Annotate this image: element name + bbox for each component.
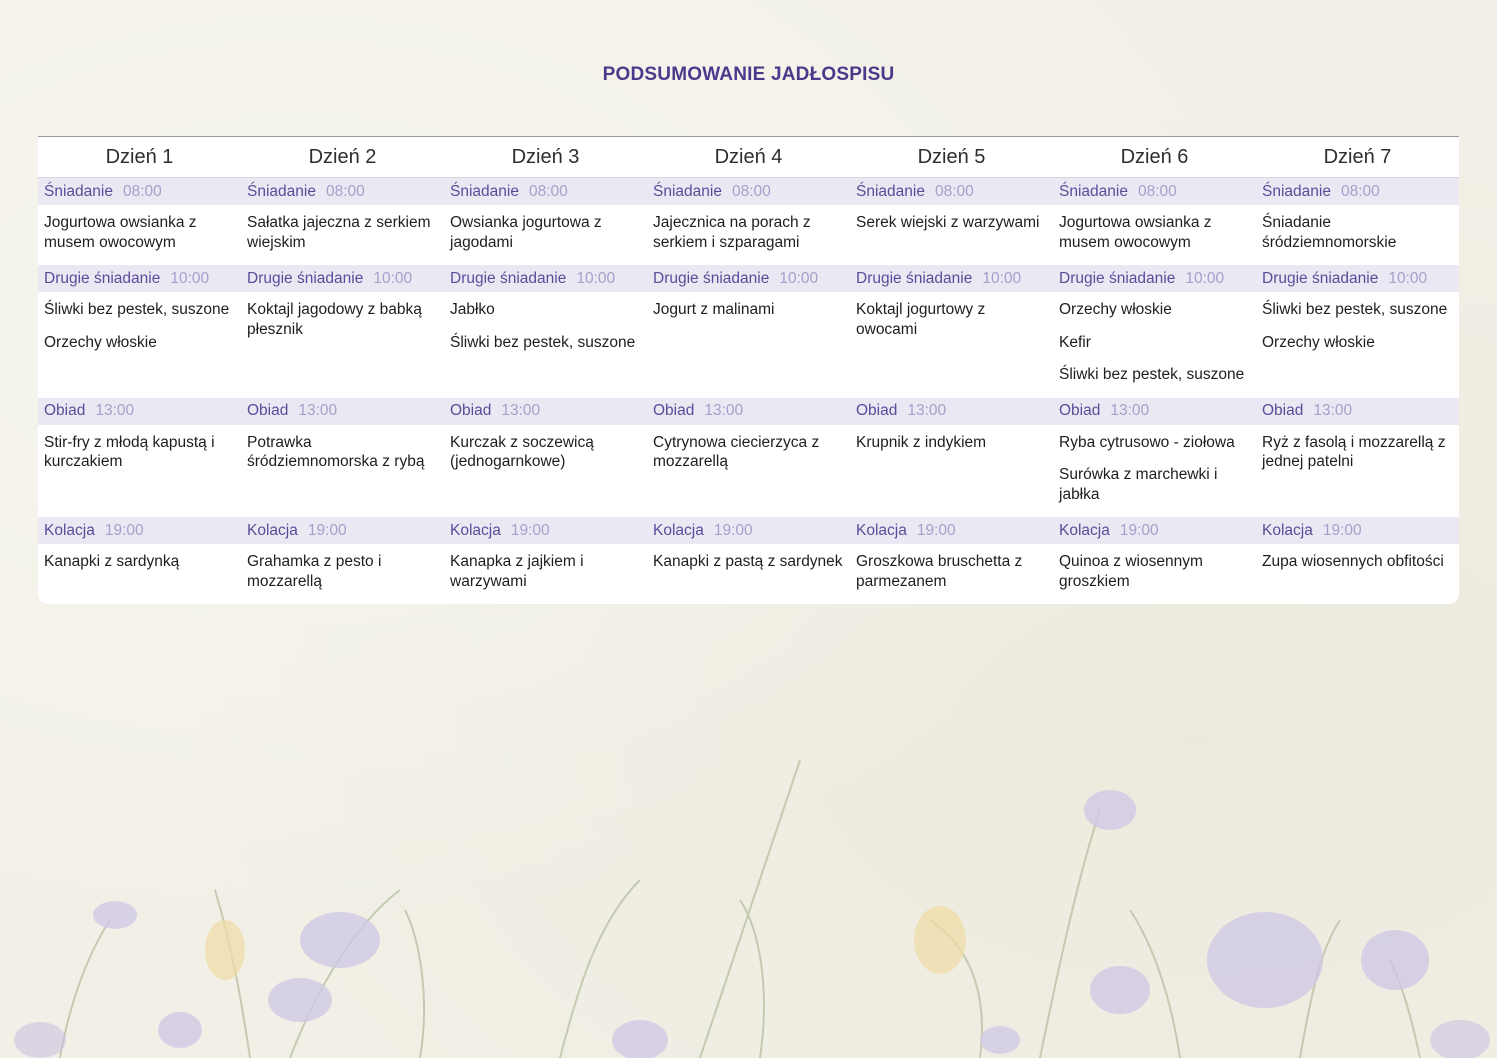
- dish-item: Quinoa z wiosennym groszkiem: [1059, 553, 1203, 590]
- meal-label: Obiad: [247, 402, 289, 419]
- day-header: Dzień 5: [917, 145, 986, 168]
- dish-item: Śliwki bez pestek, suszone: [44, 301, 230, 318]
- day-header-row: [38, 137, 1459, 178]
- meal-label: Obiad: [44, 402, 86, 419]
- meal-header: [850, 178, 1053, 205]
- meal-cell: [850, 425, 1053, 518]
- meal-header: [241, 398, 444, 425]
- meal-cell: [444, 292, 647, 398]
- meal-cell: [647, 292, 850, 398]
- meal-cell: [241, 544, 444, 604]
- meal-header: [1053, 398, 1256, 425]
- meal-label: Obiad: [1059, 402, 1101, 419]
- meal-label: Śniadanie: [653, 182, 722, 200]
- meal-cell: [444, 425, 647, 518]
- meal-items-row: [38, 292, 1459, 398]
- meal-label: Śniadanie: [1262, 182, 1331, 200]
- meal-header-row: [38, 398, 1459, 425]
- menu-table: [38, 136, 1459, 604]
- meal-time: 19:00: [713, 521, 753, 539]
- meal-header: [38, 517, 241, 544]
- dish-item: Kanapki z pastą z sardynek: [653, 553, 843, 570]
- meal-header: [444, 178, 647, 205]
- meal-label: Drugie śniadanie: [44, 269, 161, 287]
- meal-label: Kolacja: [1262, 521, 1313, 539]
- meal-time: 08:00: [122, 182, 162, 200]
- meal-time: 08:00: [934, 182, 974, 200]
- day-header: Dzień 4: [714, 145, 783, 168]
- meal-label: Obiad: [1262, 402, 1304, 419]
- dish-item: Jabłko: [450, 301, 495, 318]
- dish-item: Śliwki bez pestek, suszone: [1262, 301, 1448, 318]
- meal-header: [1256, 517, 1459, 544]
- meal-cell: [1256, 292, 1459, 398]
- meal-header: [38, 265, 241, 292]
- dish-item: Groszkowa bruschetta z parmezanem: [856, 553, 1023, 590]
- meal-header: [241, 178, 444, 205]
- meals-body: [38, 178, 1459, 604]
- meal-cell: [444, 544, 647, 604]
- dish-item: Śniadanie śródziemnomorskie: [1262, 214, 1397, 251]
- meal-label: Kolacja: [1059, 521, 1110, 539]
- meal-time: 19:00: [307, 521, 347, 539]
- dish-item: Serek wiejski z warzywami: [856, 214, 1040, 231]
- meal-header: [38, 398, 241, 425]
- meal-time: 10:00: [373, 269, 413, 287]
- day-header: Dzień 6: [1120, 145, 1189, 168]
- meal-time: 19:00: [510, 521, 550, 539]
- meal-label: Drugie śniadanie: [247, 269, 364, 287]
- meal-header: [444, 265, 647, 292]
- meal-label: Kolacja: [450, 521, 501, 539]
- meal-header-row: [38, 265, 1459, 292]
- meal-header: [241, 517, 444, 544]
- meal-header-row: [38, 178, 1459, 205]
- meal-time: 08:00: [1137, 182, 1177, 200]
- dish-item: Stir-fry z młodą kapustą i kurczakiem: [44, 433, 215, 470]
- meal-cell: [38, 205, 241, 265]
- meal-time: 19:00: [916, 521, 956, 539]
- dish-item: Cytrynowa ciecierzyca z mozzarellą: [653, 433, 820, 470]
- meal-label: Śniadanie: [247, 182, 316, 200]
- dish-item: Potrawka śródziemnomorska z rybą: [247, 433, 425, 470]
- dish-item: Kefir: [1059, 333, 1091, 351]
- meal-time: 13:00: [907, 402, 947, 419]
- meal-label: Drugie śniadanie: [653, 269, 770, 287]
- wildflowers-illustration: [0, 740, 1497, 1058]
- dish-item: Jogurt z malinami: [653, 301, 775, 318]
- meal-header: [850, 517, 1053, 544]
- meal-label: Obiad: [450, 402, 492, 419]
- meal-time: 13:00: [704, 402, 744, 419]
- day-header: Dzień 2: [308, 145, 377, 168]
- dish-item: Sałatka jajeczna z serkiem wiejskim: [247, 214, 431, 251]
- meal-label: Śniadanie: [44, 182, 113, 200]
- dish-item: Grahamka z pesto i mozzarellą: [247, 553, 382, 590]
- meal-header: [241, 265, 444, 292]
- dish-item: Kanapka z jajkiem i warzywami: [450, 553, 584, 590]
- dish-item: Koktajl jagodowy z babką płesznik: [247, 301, 422, 338]
- meal-header: [1053, 178, 1256, 205]
- meal-header: [1256, 265, 1459, 292]
- meal-header: [850, 265, 1053, 292]
- dish-item: Krupnik z indykiem: [856, 433, 987, 451]
- meal-header: [38, 178, 241, 205]
- meal-cell: [647, 425, 850, 518]
- meal-time: 08:00: [528, 182, 568, 200]
- dish-item: Owsianka jogurtowa z jagodami: [450, 214, 602, 251]
- meal-header: [647, 517, 850, 544]
- meal-time: 13:00: [1110, 402, 1150, 419]
- meal-header: [1053, 265, 1256, 292]
- meal-time: 19:00: [104, 521, 144, 539]
- dish-item: Orzechy włoskie: [1059, 301, 1172, 318]
- dish-item: Jogurtowa owsianka z musem owocowym: [1059, 214, 1212, 251]
- meal-label: Śniadanie: [856, 182, 925, 200]
- meal-cell: [850, 205, 1053, 265]
- meal-time: 10:00: [1388, 269, 1428, 287]
- meal-time: 08:00: [731, 182, 771, 200]
- meal-time: 10:00: [170, 269, 210, 287]
- page-title: PODSUMOWANIE JADŁOSPISU: [602, 64, 895, 85]
- dish-item: Ryż z fasolą i mozzarellą z jednej patelni: [1262, 433, 1446, 470]
- meal-cell: [1053, 292, 1256, 398]
- dish-item: Zupa wiosennych obfitości: [1262, 553, 1444, 570]
- meal-time: 10:00: [982, 269, 1022, 287]
- meal-time: 10:00: [1185, 269, 1225, 287]
- meal-header: [444, 517, 647, 544]
- dish-item: Orzechy włoskie: [44, 333, 157, 351]
- meal-header: [1053, 517, 1256, 544]
- dish-item: Koktajl jogurtowy z owocami: [856, 301, 986, 338]
- day-header: Dzień 7: [1323, 145, 1392, 168]
- dish-item: Kurczak z soczewicą (jednogarnkowe): [450, 433, 594, 470]
- meal-cell: [444, 205, 647, 265]
- meal-label: Śniadanie: [450, 182, 519, 200]
- meal-cell: [1053, 205, 1256, 265]
- meal-cell: [241, 425, 444, 518]
- meal-label: Drugie śniadanie: [856, 269, 973, 287]
- meal-header-row: [38, 517, 1459, 544]
- day-header: Dzień 3: [511, 145, 580, 168]
- day-header: Dzień 1: [105, 145, 174, 168]
- meal-items-row: [38, 425, 1459, 518]
- meal-label: Drugie śniadanie: [1059, 269, 1176, 287]
- meal-label: Obiad: [653, 402, 695, 419]
- dish-item: Śliwki bez pestek, suszone: [1059, 366, 1245, 383]
- meal-label: Śniadanie: [1059, 182, 1128, 200]
- dish-item: Śliwki bez pestek, suszone: [450, 333, 636, 351]
- meal-time: 19:00: [1119, 521, 1159, 539]
- meal-time: 13:00: [95, 402, 135, 419]
- meal-cell: [1053, 544, 1256, 604]
- meal-cell: [38, 544, 241, 604]
- meal-cell: [647, 544, 850, 604]
- meal-cell: [1053, 425, 1256, 518]
- meal-time: 19:00: [1322, 521, 1362, 539]
- meal-items-row: [38, 544, 1459, 604]
- meal-cell: [1256, 425, 1459, 518]
- dish-item: Jajecznica na porach z serkiem i szparagami: [653, 214, 811, 251]
- meal-header: [647, 265, 850, 292]
- meal-time: 08:00: [1340, 182, 1380, 200]
- meal-time: 10:00: [576, 269, 616, 287]
- dish-item: Jogurtowa owsianka z musem owocowym: [44, 214, 197, 251]
- meal-label: Drugie śniadanie: [1262, 269, 1379, 287]
- meal-cell: [38, 292, 241, 398]
- meal-items-row: [38, 205, 1459, 265]
- meal-label: Kolacja: [856, 521, 907, 539]
- meal-time: 08:00: [325, 182, 365, 200]
- dish-item: Kanapki z sardynką: [44, 553, 180, 570]
- dish-item: Surówka z marchewki i jabłka: [1059, 466, 1218, 503]
- meal-header: [444, 398, 647, 425]
- meal-cell: [241, 205, 444, 265]
- meal-cell: [647, 205, 850, 265]
- meal-header: [850, 398, 1053, 425]
- meal-cell: [241, 292, 444, 398]
- meal-time: 13:00: [501, 402, 541, 419]
- meal-cell: [38, 425, 241, 518]
- meal-cell: [850, 292, 1053, 398]
- meal-cell: [1256, 544, 1459, 604]
- dish-item: Ryba cytrusowo - ziołowa: [1059, 433, 1235, 451]
- meal-label: Kolacja: [653, 521, 704, 539]
- meal-cell: [850, 544, 1053, 604]
- meal-time: 10:00: [779, 269, 819, 287]
- meal-label: Kolacja: [44, 521, 95, 539]
- meal-time: 13:00: [298, 402, 338, 419]
- meal-label: Obiad: [856, 402, 898, 419]
- meal-header: [647, 398, 850, 425]
- meal-header: [647, 178, 850, 205]
- dish-item: Orzechy włoskie: [1262, 333, 1375, 351]
- meal-header: [1256, 178, 1459, 205]
- meal-header: [1256, 398, 1459, 425]
- meal-time: 13:00: [1313, 402, 1353, 419]
- meal-label: Kolacja: [247, 521, 298, 539]
- meal-cell: [1256, 205, 1459, 265]
- meal-label: Drugie śniadanie: [450, 269, 567, 287]
